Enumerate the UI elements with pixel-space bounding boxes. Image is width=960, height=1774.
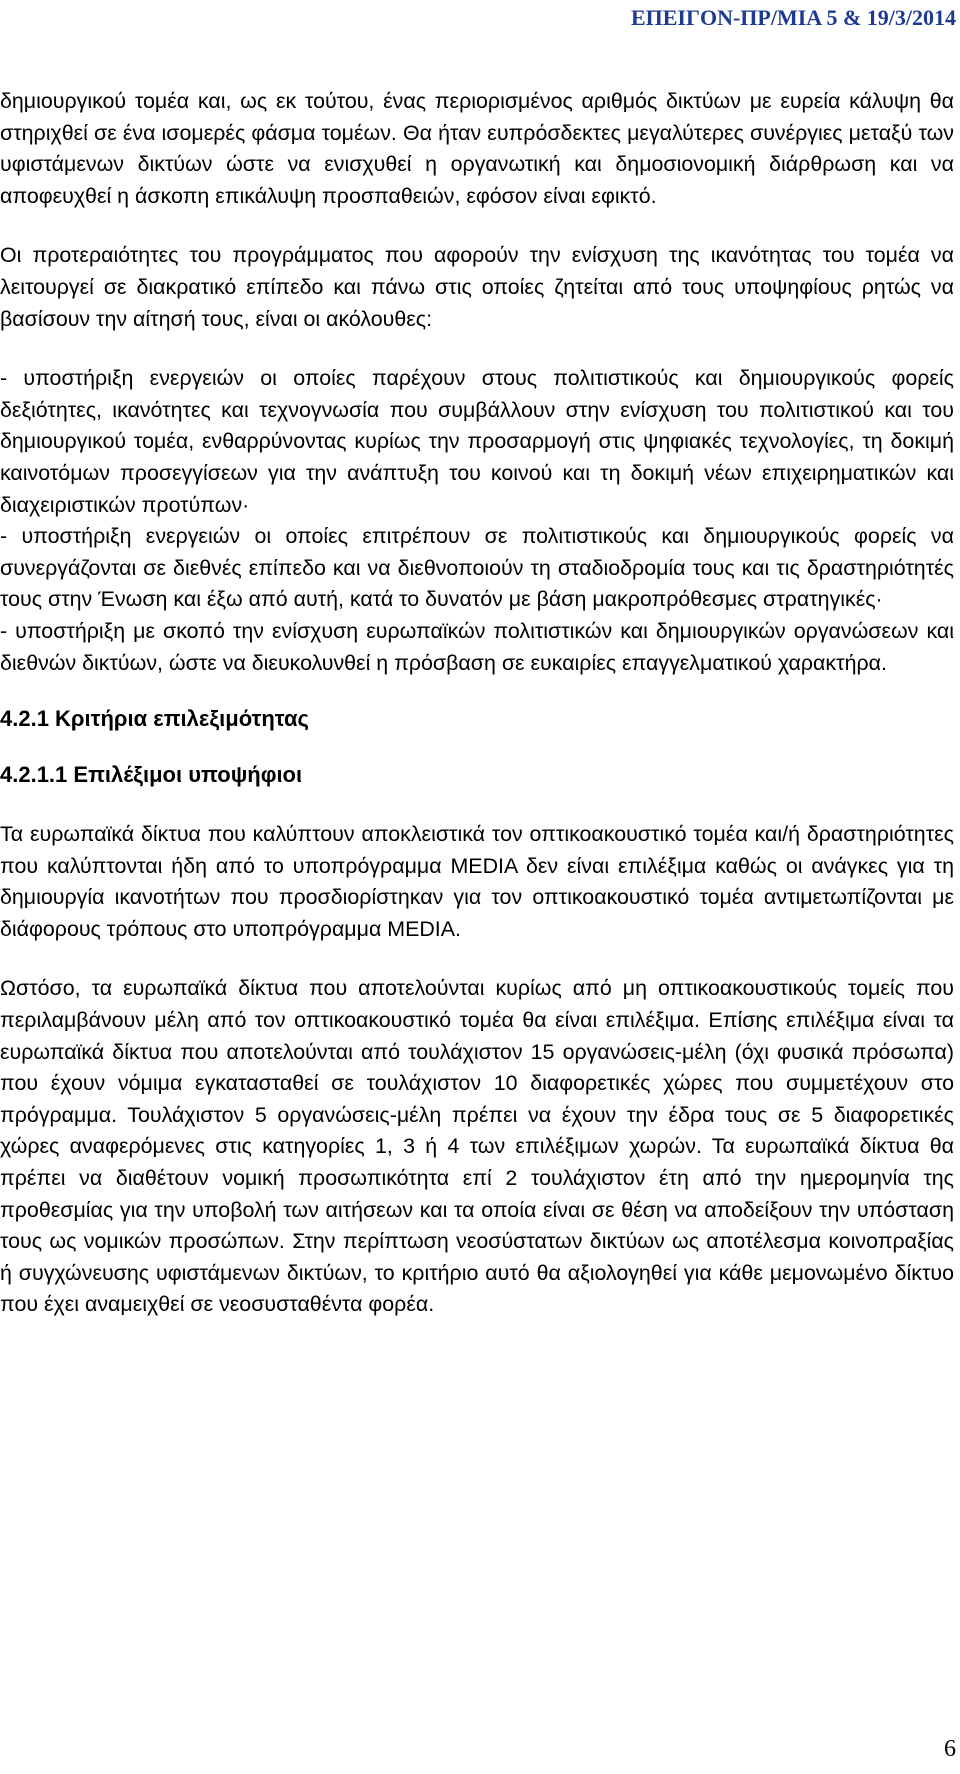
list-item: - υποστήριξη ενεργειών οι οποίες επιτρέπουν σε πολιτιστικούς και δημιουργικούς φορείς να συνεργάζονται σε διεθνές επίπεδο και να διεθνοποιούν τη σταδιοδρομία τους και τις δραστηριότητές τους στην Ένωση και έξω από αυτή, κατά το δυνατόν με βάση μακροπρόθεσμες στρατηγικές· bbox=[0, 524, 954, 612]
list-item: - υποστήριξη ενεργειών οι οποίες παρέχουν στους πολιτιστικούς και δημιουργικούς φορείς δεξιότητες, ικανότητες και τεχνογνωσία που συμβάλλουν στην ενίσχυση του πολιτιστικού και του δημιουργικού τομέα, ενθαρρύνοντας κυρίως την προσαρμογή στις ψηφιακές τεχνολογίες, τη δοκιμή καινοτόμων προσεγγίσεων για την ανάπτυξη του κοινού και τη δοκιμή νέων επιχειρηματικών και διαχειριστικών προτύπων· bbox=[0, 366, 954, 517]
paragraph-priorities-intro: Οι προτεραιότητες του προγράμματος που αφορούν την ενίσχυση της ικανότητας του τομέα να λειτουργεί σε διακρατικό επίπεδο και πάνω στις οποίες ζητείται από τους υποψηφίους ρητώς να βασίσουν την αίτησή τους, είναι οι ακόλουθες: bbox=[0, 243, 954, 331]
document-body bbox=[0, 86, 954, 1321]
list-item: - υποστήριξη με σκοπό την ενίσχυση ευρωπαϊκών πολιτιστικών και δημιουργικών οργανώσεων και διεθνών δικτύων, ώστε να διευκολυνθεί η πρόσβαση σε ευκαιρίες επαγγελματικού χαρακτήρα. bbox=[0, 618, 954, 675]
paragraph-audiovisual-exclusion: Τα ευρωπαϊκά δίκτυα που καλύπτουν αποκλειστικά τον οπτικοακουστικό τομέα και/ή δραστηριότητες που καλύπτονται ήδη από το υποπρόγραμμα MEDIA δεν είναι επιλέξιμα καθώς οι ανάγκες για τη δημιουργία ικανοτήτων που προσδιορίστηκαν για τον οπτικοακουστικό τομέα αντιμετωπίζονται με διάφορους τρόπους στο υποπρόγραμμα MEDIA. bbox=[0, 822, 954, 941]
priorities-list bbox=[0, 363, 954, 679]
subsection-heading: 4.2.1.1 Επιλέξιμοι υποψήφιοι bbox=[0, 762, 303, 788]
paragraph-continuation: δημιουργικού τομέα και, ως εκ τούτου, ένας περιορισμένος αριθμός δικτύων με ευρεία κάλυψη θα στηριχθεί σε ένα ισομερές φάσμα τομέων. Θα ήταν ευπρόσδεκτες μεγαλύτερες συνέργιες μεταξύ των υφιστάμενων δικτύων ώστε να ενισχυθεί η οργανωτική και δημοσιονομική διάρθρωση και να αποφευχθεί η άσκοπη επικάλυψη προσπαθειών, εφόσον είναι εφικτό. bbox=[0, 89, 954, 208]
section-heading: 4.2.1 Κριτήρια επιλεξιμότητας bbox=[0, 706, 309, 732]
paragraph-eligibility-details: Ωστόσο, τα ευρωπαϊκά δίκτυα που αποτελούνται κυρίως από μη οπτικοακουστικούς τομείς που περιλαμβάνουν μέλη από τον οπτικοακουστικό τομέα θα είναι επιλέξιμα. Επίσης επιλέξιμα είναι τα ευρωπαϊκά δίκτυα που αποτελούνται από τουλάχιστον 15 οργανώσεις-μέλη (όχι φυσικά πρόσωπα) που έχουν νόμιμα εγκατασταθεί σε τουλάχιστον 10 διαφορετικές χώρες που συμμετέχουν στο πρόγραμμα. Τουλάχιστον 5 οργανώσεις-μέλη πρέπει να έχουν την έδρα τους σε 5 διαφορετικές χώρες αναφερόμενες στις κατηγορίες 1, 3 ή 4 των επιλέξιμων χωρών. Τα ευρωπαϊκά δίκτυα θα πρέπει να διαθέτουν νομική προσωπικότητα επί 2 τουλάχιστον έτη από την ημερομηνία της προθεσμίας για την υποβολή των αιτήσεων και τα οποία είναι σε θέση να αποδείξουν την υπόσταση τους ως νομικών προσώπων. Στην περίπτωση νεοσύστατων δικτύων ως αποτέλεσμα κοινοπραξίας ή συγχώνευσης υφιστάμενων δικτύων, το κριτήριο αυτό θα αξιολογηθεί για κάθε μεμονωμένο δίκτυο που έχει αναμειχθεί σε νεοσυσταθέντα φορέα. bbox=[0, 976, 954, 1317]
page-number: 6 bbox=[944, 1736, 956, 1762]
document-reference-header: ΕΠΕΙΓΟΝ-ΠΡ/ΜΙΑ 5 & 19/3/2014 bbox=[630, 5, 956, 30]
